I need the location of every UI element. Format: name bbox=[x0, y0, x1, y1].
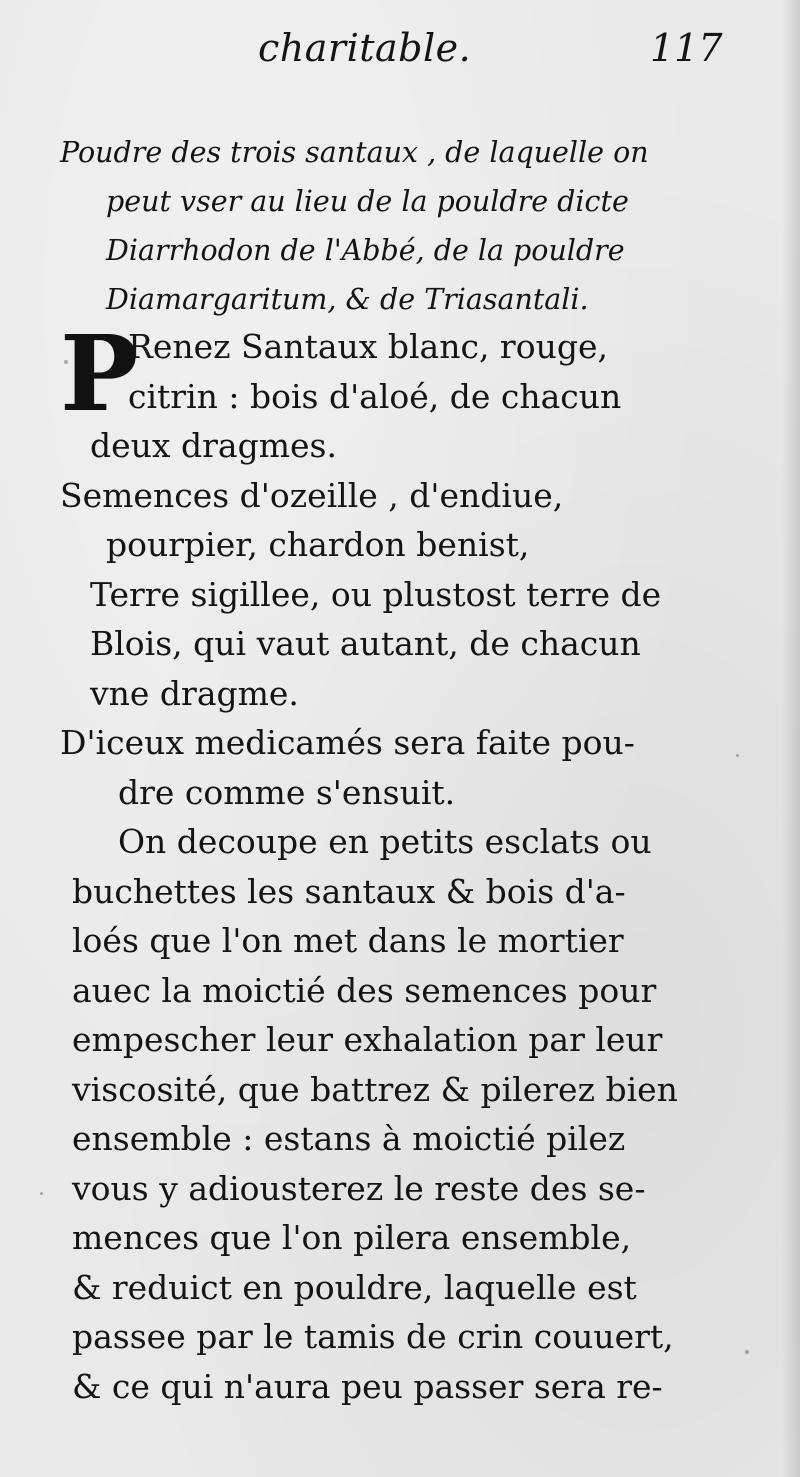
text-line: auec la moictié des semences pour bbox=[72, 970, 657, 1010]
text-line: citrin : bois d'aloé, de chacun bbox=[128, 376, 622, 416]
ink-speck bbox=[40, 1192, 43, 1195]
page-edge-shadow bbox=[782, 0, 800, 1477]
text-line: dre comme s'ensuit. bbox=[118, 772, 456, 812]
title-line: Poudre des trois santaux , de laquelle on bbox=[60, 136, 649, 169]
text-line: mences que l'on pilera ensemble, bbox=[72, 1218, 632, 1257]
text-line: vne dragme. bbox=[90, 673, 299, 713]
recipe-title bbox=[60, 128, 750, 324]
ink-speck bbox=[64, 360, 68, 364]
ink-speck bbox=[736, 754, 739, 757]
text-line: passee par le tamis de crin couuert, bbox=[72, 1317, 674, 1356]
body-text bbox=[60, 322, 750, 1411]
text-line: empescher leur exhalation par leur bbox=[72, 1020, 663, 1059]
title-line: peut vser au lieu de la pouldre dicte bbox=[106, 185, 629, 218]
text-line: Terre sigillee, ou plustost terre de bbox=[90, 574, 662, 614]
text-line: pourpier, chardon benist, bbox=[106, 525, 530, 564]
title-line: Diarrhodon de l'Abbé, de la pouldre bbox=[106, 234, 625, 267]
text-line: On decoupe en petits esclats ou bbox=[118, 822, 652, 861]
text-line: & reduict en pouldre, laquelle est bbox=[72, 1267, 637, 1307]
page-number: 117 bbox=[650, 26, 723, 70]
ink-speck bbox=[745, 1350, 749, 1354]
drop-cap-letter: P bbox=[60, 312, 139, 435]
text-line: & ce qui n'aura peu passer sera re- bbox=[72, 1366, 663, 1406]
text-line: vous y adiousterez le reste des se- bbox=[72, 1168, 646, 1208]
running-head: charitable. bbox=[258, 26, 472, 70]
text-line: Semences d'ozeille , d'endiue, bbox=[60, 475, 564, 515]
text-line: buchettes les santaux & bois d'a- bbox=[72, 871, 626, 911]
text-line: Renez Santaux blanc, rouge, bbox=[128, 327, 608, 366]
text-line: D'iceux medicamés sera faite pou- bbox=[60, 723, 635, 762]
text-line: viscosité, que battrez & pilerez bien bbox=[72, 1069, 678, 1109]
text-line: loés que l'on met dans le mortier bbox=[72, 921, 624, 960]
title-line: Diamargaritum, & de Triasantali. bbox=[106, 283, 589, 316]
page-header bbox=[0, 18, 800, 78]
text-line: ensemble : estans à moictié pilez bbox=[72, 1119, 626, 1158]
text-line: deux dragmes. bbox=[90, 426, 337, 465]
text-line: Blois, qui vaut autant, de chacun bbox=[90, 624, 641, 663]
